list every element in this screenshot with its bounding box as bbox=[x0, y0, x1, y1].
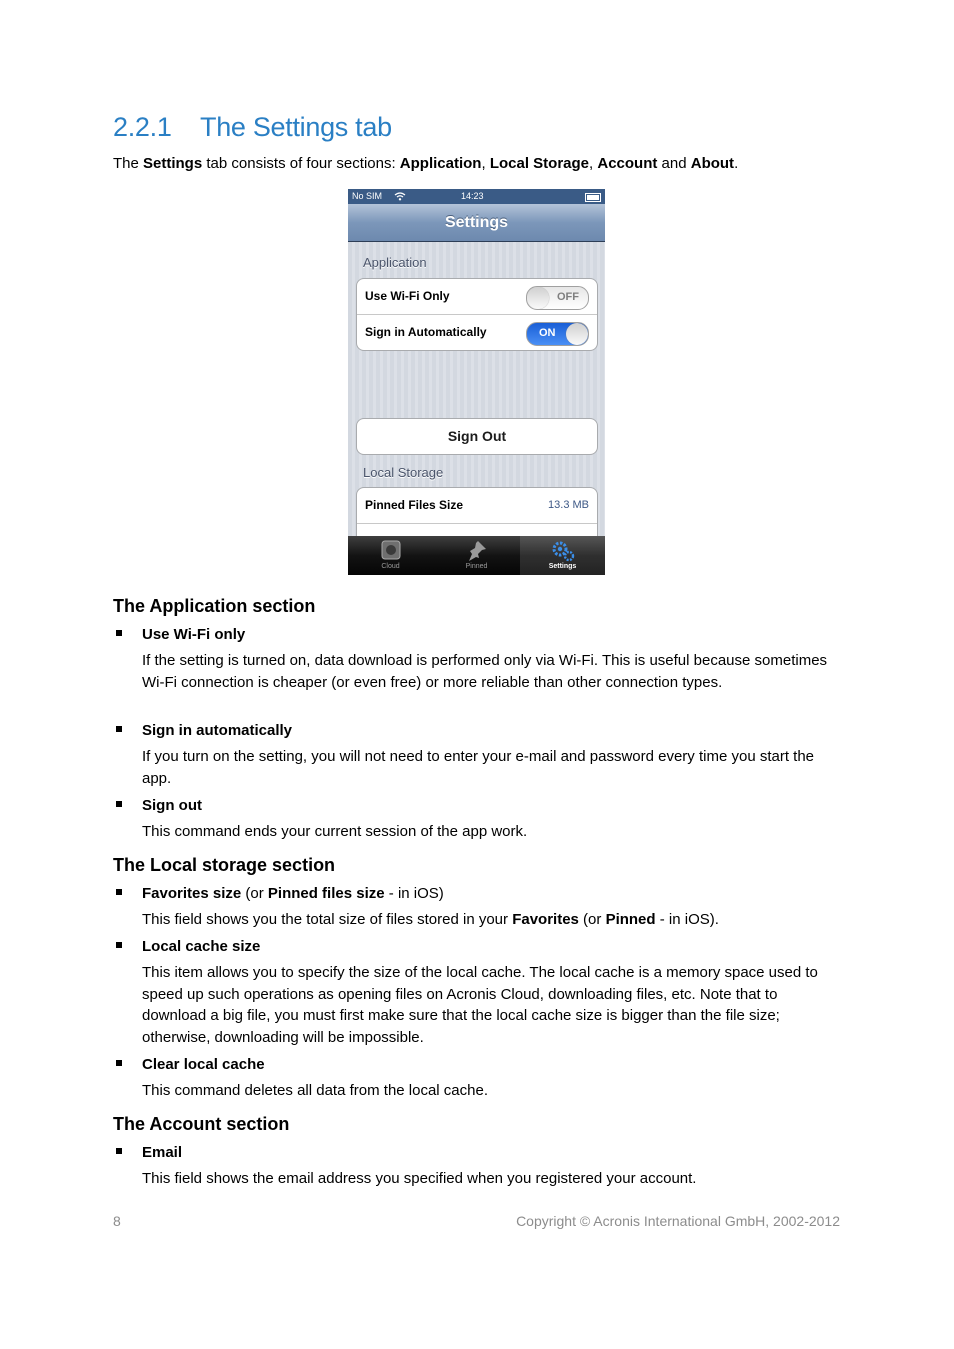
bullet-title: Local cache size bbox=[142, 938, 261, 955]
page-number: 8 bbox=[113, 1213, 121, 1229]
bullet-title: Sign out bbox=[142, 797, 202, 814]
bold-text: Pinned files size bbox=[267, 885, 385, 902]
sign-out-button[interactable]: Sign Out bbox=[356, 418, 598, 455]
toggle-state-text: OFF bbox=[557, 291, 579, 303]
text: This field shows you the total size of files stored in your bbox=[142, 911, 513, 928]
intro-bold: About bbox=[690, 155, 735, 172]
battery-icon bbox=[585, 193, 601, 202]
bullet-marker bbox=[116, 1148, 122, 1154]
sign-in-auto-toggle[interactable] bbox=[526, 322, 589, 346]
application-group-label: Application bbox=[363, 255, 427, 270]
nav-bar-title: Settings bbox=[348, 204, 605, 242]
application-section-title: The Application section bbox=[113, 596, 316, 616]
pinned-size-row bbox=[357, 488, 597, 523]
bullet-marker bbox=[116, 889, 122, 895]
bold-text: Favorites bbox=[512, 911, 579, 928]
intro-text: , bbox=[589, 155, 598, 172]
tab-cloud[interactable] bbox=[348, 536, 433, 575]
bullet-title: Use Wi-Fi only bbox=[142, 626, 246, 643]
sign-in-auto-description: If you turn on the setting, you will not need to enter your e-mail and password every time you start the app. bbox=[142, 748, 815, 787]
pinned-size-value: 13.3 MB bbox=[548, 499, 589, 511]
tab-label: Pinned bbox=[465, 563, 488, 570]
use-wifi-label: Use Wi-Fi Only bbox=[365, 289, 450, 303]
intro-bold: Settings bbox=[143, 155, 203, 172]
sign-in-auto-row bbox=[357, 314, 597, 350]
tab-label: Settings bbox=[548, 563, 577, 570]
sign-in-auto-label: Sign in Automatically bbox=[365, 325, 487, 339]
text: (or bbox=[578, 911, 606, 928]
intro-text: The bbox=[113, 155, 144, 172]
bullet-title bbox=[142, 885, 444, 902]
use-wifi-row bbox=[357, 279, 597, 314]
toggle-knob bbox=[566, 323, 588, 345]
intro-text: and bbox=[657, 155, 691, 172]
tab-label: Cloud bbox=[381, 563, 400, 570]
wifi-icon bbox=[394, 192, 406, 201]
account-section-title: The Account section bbox=[113, 1114, 290, 1134]
favorites-size-description bbox=[142, 909, 842, 931]
status-time: 14:23 bbox=[461, 191, 484, 201]
bullet-marker bbox=[116, 1060, 122, 1066]
tab-pinned[interactable] bbox=[434, 536, 519, 575]
intro-bold: Application bbox=[399, 155, 482, 172]
tab-bar bbox=[348, 536, 605, 575]
gears-tab-icon bbox=[551, 540, 575, 562]
use-wifi-description: If the setting is turned on, data download is performed only via Wi-Fi. This is useful because sometimes Wi-Fi connection is cheaper (or even free) or more reliable than other connection types. bbox=[142, 652, 828, 691]
text: - in iOS) bbox=[384, 885, 444, 902]
cloud-tab-icon bbox=[381, 540, 401, 562]
intro-text: . bbox=[734, 155, 739, 172]
carrier-text: No SIM bbox=[352, 191, 383, 201]
use-wifi-toggle[interactable] bbox=[526, 286, 589, 310]
copyright-text: Copyright © Acronis International GmbH, 2002-2012 bbox=[516, 1213, 840, 1229]
intro-text: tab consists of four sections: bbox=[202, 155, 400, 172]
intro-paragraph bbox=[113, 155, 738, 172]
bullet-marker bbox=[116, 942, 122, 948]
phone-screenshot bbox=[348, 189, 605, 575]
local-storage-group-label: Local Storage bbox=[363, 465, 444, 480]
intro-bold: Account bbox=[597, 155, 658, 172]
toggle-knob bbox=[527, 287, 549, 309]
bullet-marker bbox=[116, 726, 122, 732]
bullet-marker bbox=[116, 801, 122, 807]
application-group bbox=[356, 278, 598, 351]
section-heading bbox=[113, 112, 392, 143]
toggle-state-text: ON bbox=[539, 327, 556, 339]
text: (or bbox=[241, 885, 268, 902]
sign-out-description: This command ends your current session of the app work. bbox=[142, 823, 528, 840]
intro-bold: Local Storage bbox=[489, 155, 590, 172]
pin-tab-icon bbox=[467, 540, 487, 562]
tab-settings[interactable] bbox=[520, 536, 605, 575]
local-cache-size-description: This item allows you to specify the size of the local cache. The local cache is a memory space used to speed up such operations as opening files on Acronis Cloud, downloading files, etc. Note that to download a big file, you must first make sure that the local cache size is bigger than the file size; otherwise, downloading will be impossible. bbox=[142, 964, 818, 1047]
clear-local-cache-description: This command deletes all data from the local cache. bbox=[142, 1082, 489, 1099]
status-bar bbox=[348, 189, 605, 204]
text: - in iOS). bbox=[655, 911, 719, 928]
bullet-marker bbox=[116, 630, 122, 636]
pinned-size-label: Pinned Files Size bbox=[365, 498, 464, 512]
bullet-title: Sign in automatically bbox=[142, 722, 293, 739]
bullet-title: Clear local cache bbox=[142, 1056, 265, 1073]
section-number: 2.2.1 bbox=[113, 112, 172, 142]
bold-text: Pinned bbox=[605, 911, 656, 928]
bullet-title: Email bbox=[142, 1144, 183, 1161]
settings-list bbox=[348, 242, 605, 537]
intro-text: , bbox=[481, 155, 490, 172]
email-description: This field shows the email address you specified when you registered your account. bbox=[142, 1170, 697, 1187]
bold-text: Favorites size bbox=[142, 885, 242, 902]
local-storage-section-title: The Local storage section bbox=[113, 855, 336, 875]
section-title: The Settings tab bbox=[200, 112, 392, 142]
